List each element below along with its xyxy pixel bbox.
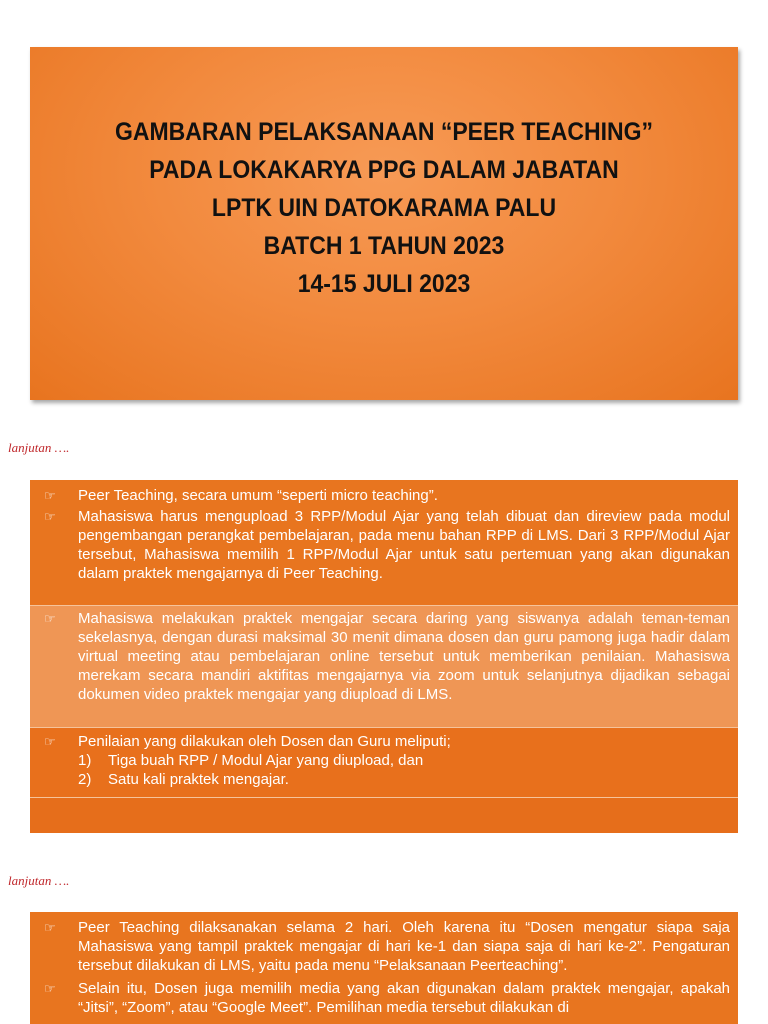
slide-title: [58, 113, 709, 303]
bullet-text: Selain itu, Dosen juga memilih media yang akan digunakan dalam praktek mengajar, apakah “Jitsi”, “Zoom”, atau “Google Meet”. Pemilihan media tersebut dilakukan di: [78, 980, 730, 1016]
sub-item-number: 1): [78, 752, 92, 769]
sub-item-text: Tiga buah RPP / Modul Ajar yang diupload, dan: [108, 752, 424, 769]
bullet-text: Mahasiswa harus mengupload 3 RPP/Modul Ajar yang telah dibuat dan direview pada modul pengembangan perangkat pembelajaran, pada menu bahan RPP di LMS. Dari 3 RPP/Modul Ajar tersebut, Mahasiswa memilih 1 RPP/Modul Ajar untuk satu pertemuan yang akan digunakan dalam praktek mengajarnya di Peer Teaching.: [78, 508, 730, 582]
title-line-4: BATCH 1 TAHUN 2023: [263, 232, 505, 260]
section1-bullet-2: [30, 507, 738, 583]
bullet-hand-icon: ☞: [44, 488, 56, 503]
section2-bullet-1: [30, 918, 738, 975]
title-line-2: PADA LOKAKARYA PPG DALAM JABATAN: [149, 156, 619, 184]
bullet-text: Peer Teaching dilaksanakan selama 2 hari. Oleh karena itu “Dosen mengatur siapa saja Mahasiswa yang tampil praktek mengajar di hari ke-1 dan siapa saja di hari ke-2”. Pengaturan tersebut dilakukan di LMS, yaitu pada menu “Pelaksanaan Peerteaching”.: [78, 919, 730, 974]
section1-bullet-3: [30, 609, 738, 704]
title-line-3: LPTK UIN DATOKARAMA PALU: [211, 194, 557, 222]
section1-panel: [30, 480, 738, 833]
bullet-hand-icon: ☞: [44, 981, 56, 996]
section1-band-1: [30, 480, 738, 605]
title-line-5: 14-15 JULI 2023: [297, 270, 471, 298]
divider: [30, 797, 738, 798]
title-line-1: GAMBARAN PELAKSANAAN “PEER TEACHING”: [115, 118, 653, 146]
sub-item-1: [30, 751, 738, 770]
title-slide: [30, 47, 738, 400]
bullet-hand-icon: ☞: [44, 611, 56, 626]
section1-bullet-4: [30, 732, 738, 751]
bullet-text: Mahasiswa melakukan praktek mengajar secara daring yang siswanya adalah teman-teman sekelasnya, dengan durasi maksimal 30 menit dimana dosen dan guru pamong juga hadir dalam virtual meeting atau pembelajaran online tersebut untuk memberikan penilaian. Mahasiswa merekam secara mandiri aktifitas mengajarnya via zoom untuk selanjutnya dijadikan sebagai dokumen video praktek mengajar yang diupload di LMS.: [78, 610, 730, 703]
section2-band-1: [30, 912, 738, 1024]
bullet-hand-icon: ☞: [44, 509, 56, 524]
bullet-hand-icon: ☞: [44, 920, 56, 935]
bullet-text: Penilaian yang dilakukan oleh Dosen dan Guru meliputi;: [78, 733, 451, 750]
section2-label: lanjutan ….: [8, 873, 70, 888]
section2-panel: [30, 912, 738, 1024]
bullet-text: Peer Teaching, secara umum “seperti micro teaching”.: [78, 487, 438, 504]
sub-item-2: [30, 770, 738, 789]
section1-band-2: [30, 606, 738, 727]
section1-bullet-1: [30, 486, 738, 505]
bullet-hand-icon: ☞: [44, 734, 56, 749]
section2-bullet-2: [30, 979, 738, 1017]
section1-band-3: [30, 728, 738, 797]
sub-item-text: Satu kali praktek mengajar.: [108, 771, 289, 788]
sub-item-number: 2): [78, 771, 92, 788]
section1-label: lanjutan ….: [8, 440, 70, 455]
